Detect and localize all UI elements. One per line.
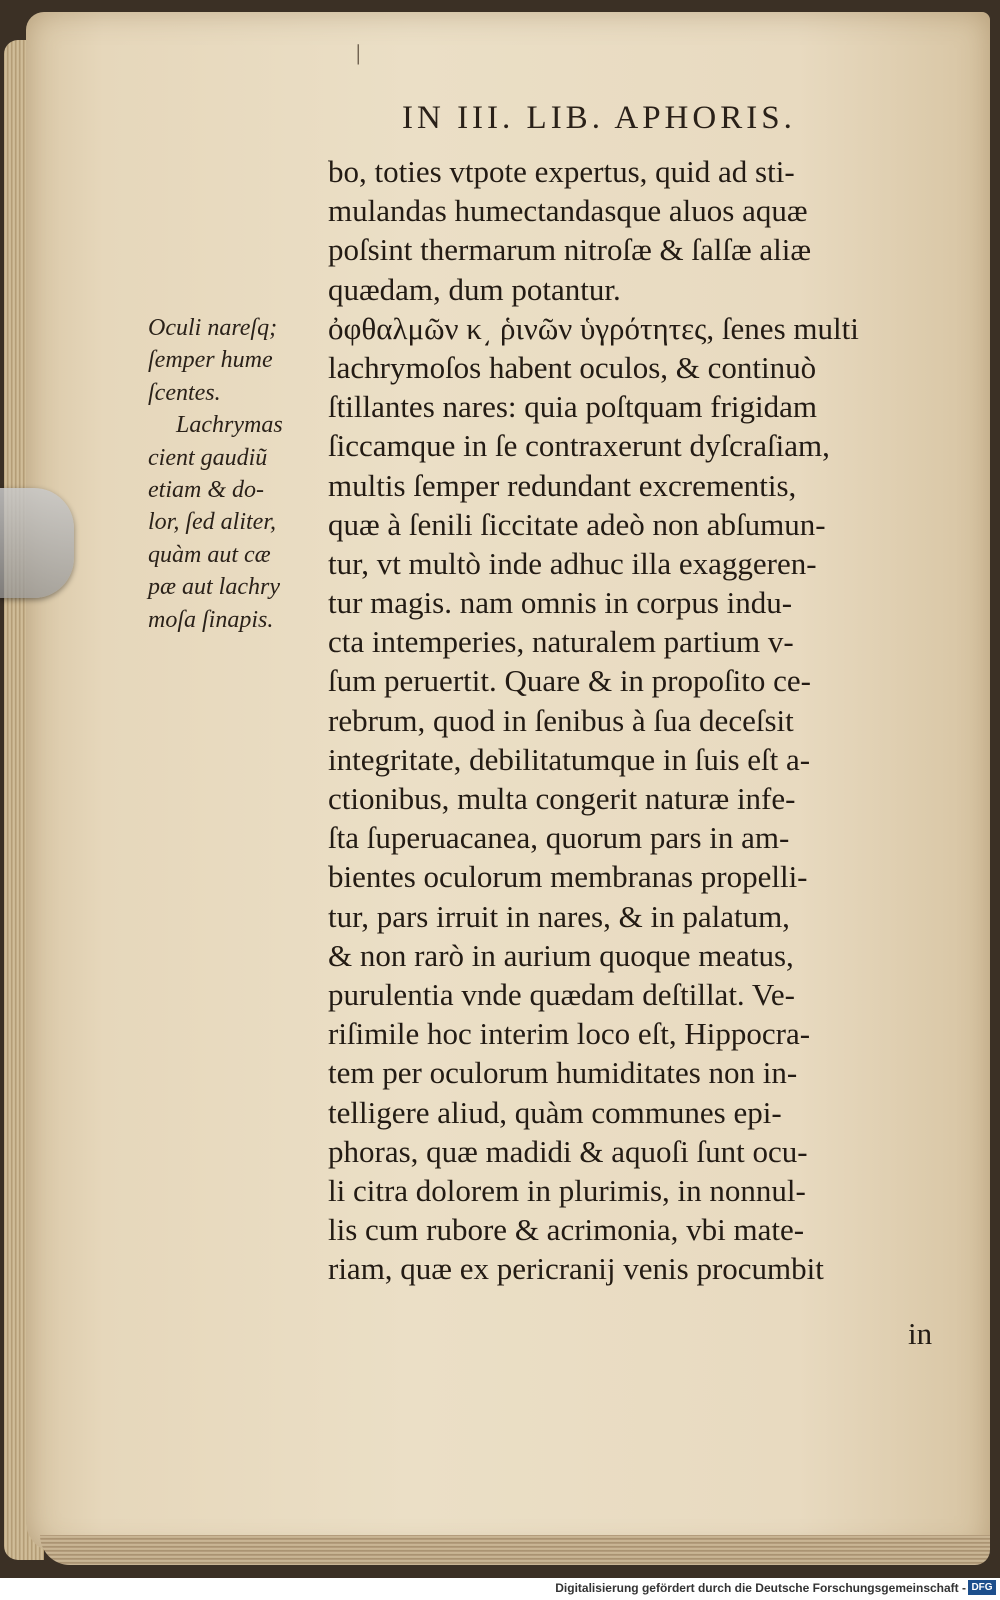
text-line: ὀφθαλμῶν κ͵ ῥινῶν ὑγρότητες, ſenes multi xyxy=(328,310,859,346)
text-line: tur, vt multò inde adhuc illa exaggeren- xyxy=(328,545,817,581)
funding-credit: Digitalisierung gefördert durch die Deutsche Forschungsgemeinschaft - xyxy=(555,1581,966,1595)
margin-note-line: quàm aut cæ xyxy=(148,541,271,568)
margin-note-line: Oculi nareſq; xyxy=(148,315,278,341)
margin-note-line: ſemper hume xyxy=(148,347,273,374)
text-line: multis ſemper redundant excrementis, xyxy=(328,467,797,503)
text-line: rebrum, quod in ſenibus à ſua deceſsit xyxy=(328,702,794,738)
book-clip xyxy=(0,488,74,598)
text-line: bientes oculorum membranas propelli- xyxy=(328,859,808,895)
margin-note-line: moſa ſinapis. xyxy=(148,606,274,633)
text-line: lis cum rubore & acrimonia, vbi mate- xyxy=(328,1212,805,1248)
text-line: tem per oculorum humiditates non in- xyxy=(328,1055,798,1091)
text-line: bo, toties vtpote expertus, quid ad sti- xyxy=(328,154,795,189)
text-line: telligere aliud, quàm communes epi- xyxy=(328,1094,782,1130)
text-line: poſsint thermarum nitroſæ & ſalſæ aliæ xyxy=(328,232,812,268)
body-text xyxy=(328,152,948,1288)
text-line: tur, pars irruit in nares, & in palatum, xyxy=(328,898,790,934)
text-line: tur magis. nam omnis in corpus indu- xyxy=(328,585,793,621)
margin-note-line: ſcentes. xyxy=(148,379,221,406)
text-line: integritate, debilitatumque in ſuis eſt a- xyxy=(328,741,811,777)
margin-note-line: etiam & do- xyxy=(148,476,264,503)
text-line: riſimile hoc interim loco eſt, Hippocra- xyxy=(328,1016,811,1052)
dfg-logo: DFG xyxy=(968,1580,996,1595)
text-line: ſtillantes nares: quia poſtquam frigidam xyxy=(328,389,817,425)
text-line: quæ à ſenili ſiccitate adeò non abſumun- xyxy=(328,506,826,542)
text-line: lachrymoſos habent oculos, & continuò xyxy=(328,349,817,385)
running-head: IN III. LIB. APHORIS. xyxy=(402,100,796,136)
text-line: mulandas humectandasque aluos aquæ xyxy=(328,193,808,229)
text-line: ſum peruertit. Quare & in propoſito ce- xyxy=(328,663,811,699)
text-line: riam, quæ ex pericranij venis procumbit xyxy=(328,1251,824,1287)
catchword: in xyxy=(908,1316,933,1351)
text-line: ſta ſuperuacanea, quorum pars in am- xyxy=(328,820,790,856)
margin-note xyxy=(148,312,328,636)
text-line: purulentia vnde quædam deſtillat. Ve- xyxy=(328,976,795,1012)
margin-note-line: pæ aut lachry xyxy=(148,574,280,601)
text-line: ctionibus, multa congerit naturæ infe- xyxy=(328,781,796,816)
margin-note-line: lor, ſed aliter, xyxy=(148,509,277,536)
text-line: cta intemperies, naturalem partium v- xyxy=(328,624,794,660)
text-line: li citra dolorem in plurimis, in nonnul- xyxy=(328,1172,806,1208)
text-line: & non rarò in aurium quoque meatus, xyxy=(328,937,794,973)
page-edges-bottom xyxy=(40,1535,990,1565)
text-line: quædam, dum potantur. xyxy=(328,271,621,307)
margin-note-line: cient gaudiũ xyxy=(148,444,268,471)
text-line: ſiccamque in ſe contraxerunt dyſcraſiam, xyxy=(328,428,830,464)
page-mark: | xyxy=(356,40,361,65)
margin-note-line: Lachrymas xyxy=(176,412,283,439)
text-line: phoras, quæ madidi & aquoſi ſunt ocu- xyxy=(328,1133,808,1169)
